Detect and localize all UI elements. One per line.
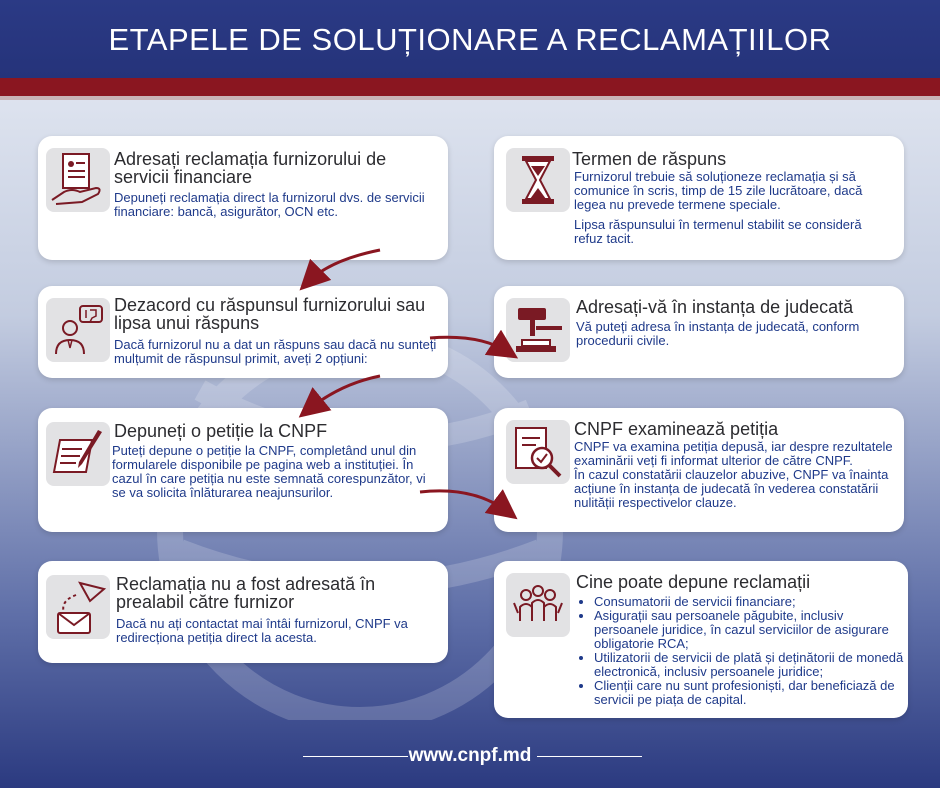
card-paragraph: Puteți depune o petiție la CNPF, completând unul din formularele disponibile pe pagina web a instituției. În cazul în care petiția nu este semnată corespunzător, vi se va solicita înlăturarea neajunsurilor. — [112, 443, 426, 500]
hourglass-icon — [506, 148, 570, 212]
dislike-person-icon — [46, 298, 110, 362]
card-paragraph: CNPF va examina petiția depusă, iar despre rezultatele examinării veți fi informat ulterior de către CNPF. — [574, 439, 893, 468]
card-text — [116, 617, 436, 651]
send-envelope-icon — [46, 575, 110, 639]
header-banner — [0, 0, 940, 78]
card-paragraph: Dacă furnizorul nu a dat un răspuns sau dacă nu sunteți mulțumit de răspunsul primit, aveți 2 opțiuni: — [114, 337, 437, 366]
card-court — [494, 286, 904, 378]
card-response-term — [494, 136, 904, 260]
accent-bar — [0, 78, 940, 96]
card-who-can-submit — [494, 561, 908, 718]
card-text — [574, 440, 894, 516]
card-paragraph: Depuneți reclamația direct la furnizorul dvs. de servicii financiare: bancă, asigurător, OCN etc. — [114, 190, 425, 219]
card-title: Adresați reclamația furnizorului de servicii financiare — [114, 149, 387, 187]
card-paragraph: Lipsa răspunsului în termenul stabilit se consideră refuz tacit. — [574, 217, 862, 246]
card-title: Cine poate depune reclamații — [576, 572, 811, 592]
list-item: • Utilizatorii de servicii de plată și deținătorii de monedă electronică, inclusiv persoanele juridice; — [594, 651, 906, 679]
card-list — [576, 595, 906, 707]
card-not-addressed — [38, 561, 448, 663]
list-item: • Asigurații sau persoanele păgubite, inclusiv persoanele juridice, în cazul serviciilor de asigurare obligatorie RCA; — [594, 609, 906, 651]
document-magnifier-icon — [506, 420, 570, 484]
card-paragraph: În cazul constatării clauzelor abuzive, CNPF va înainta acțiune în instanța de judecată în vederea constatării nulității respectivelor clauze. — [574, 467, 889, 510]
footer-website-link[interactable]: www.cnpf.md — [408, 745, 532, 766]
list-item: • Clienții care nu sunt profesioniști, dar beneficiază de servicii pe piața de capital. — [594, 679, 906, 707]
card-disagreement — [38, 286, 448, 378]
card-paragraph: Dacă nu ați contactat mai întâi furnizorul, CNPF va redirecționa petiția direct la acesta. — [116, 616, 408, 645]
card-paragraph: Furnizorul trebuie să soluționeze reclamația și să comunice în scris, timp de 15 zile lucrătoare, dacă legea nu prevede termene speciale. — [574, 169, 863, 212]
card-address-provider — [38, 136, 448, 260]
people-group-icon — [506, 573, 570, 637]
petition-pen-icon — [46, 422, 110, 486]
document-hand-icon — [46, 148, 110, 212]
card-text — [112, 444, 442, 506]
accent-stripe — [0, 96, 940, 100]
card-paragraph: Vă puteți adresa în instanța de judecată, conform procedurii civile. — [576, 319, 860, 348]
card-text — [114, 191, 434, 225]
card-title: Dezacord cu răspunsul furnizorului sau lipsa unui răspuns — [114, 295, 426, 333]
card-text — [574, 170, 894, 252]
card-cnpf-examines — [494, 408, 904, 532]
gavel-icon — [506, 298, 570, 362]
card-title: CNPF examinează petiția — [574, 419, 779, 439]
card-title: Depuneți o petiție la CNPF — [114, 421, 328, 441]
card-petition-cnpf — [38, 408, 448, 532]
list-item: • Consumatorii de servicii financiare; — [594, 595, 906, 609]
card-text — [114, 338, 439, 372]
card-title: Adresați-vă în instanța de judecată — [576, 297, 854, 317]
card-title: Termen de răspuns — [572, 149, 727, 169]
card-title: Reclamația nu a fost adresată în prealabil către furnizor — [116, 574, 376, 612]
page-title: ETAPELE DE SOLUȚIONARE A RECLAMAȚIILOR — [108, 22, 832, 57]
card-text — [576, 320, 896, 354]
